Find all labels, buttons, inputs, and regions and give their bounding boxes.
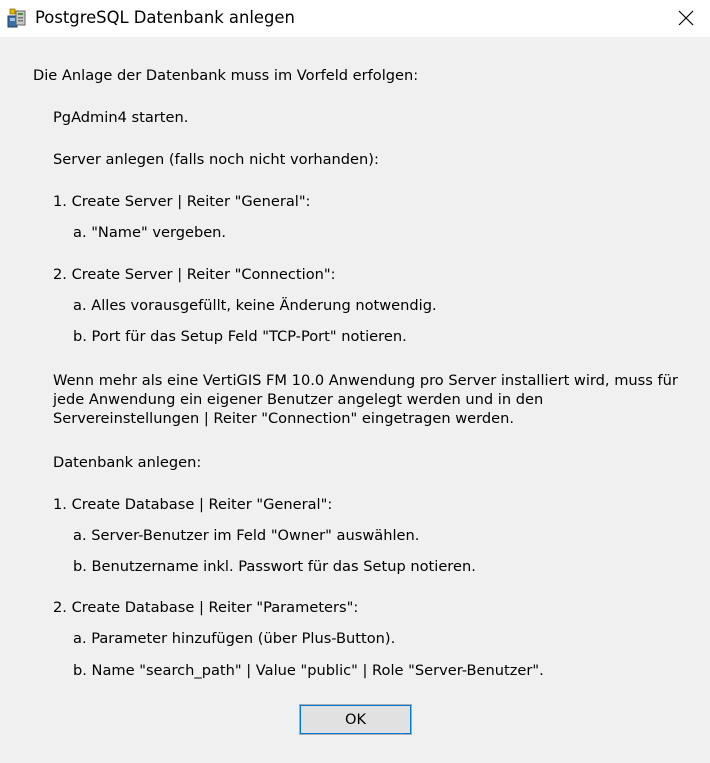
ok-button[interactable]: OK: [299, 704, 412, 735]
db-step-2b: b. Name "search_path" | Value "public" | Role "Server-Benutzer".: [73, 662, 544, 679]
window-title: PostgreSQL Datenbank anlegen: [35, 8, 295, 27]
db-step-1a: a. Server-Benutzer im Feld "Owner" auswählen.: [73, 527, 420, 544]
server-step-2: 2. Create Server | Reiter "Connection":: [53, 266, 336, 283]
close-icon: [678, 10, 694, 26]
server-step-1: 1. Create Server | Reiter "General":: [53, 193, 311, 210]
note-text: Wenn mehr als eine VertiGIS FM 10.0 Anwendung pro Server installiert wird, muss für jede Anwendung ein eigener Benutzer angelegt werden und in den Servereinstellungen | Reiter "Connection" eingetragen werden.: [53, 372, 678, 427]
title-bar: [0, 0, 710, 37]
dialog-body: [0, 37, 710, 763]
step-start: PgAdmin4 starten.: [53, 109, 189, 126]
server-step-1a: a. "Name" vergeben.: [73, 224, 227, 241]
server-heading: Server anlegen (falls noch nicht vorhanden):: [53, 151, 379, 168]
db-step-2: 2. Create Database | Reiter "Parameters":: [53, 599, 359, 616]
db-step-1b: b. Benutzername inkl. Passwort für das Setup notieren.: [73, 558, 476, 575]
server-step-2a: a. Alles vorausgefüllt, keine Änderung notwendig.: [73, 297, 437, 314]
db-heading: Datenbank anlegen:: [53, 454, 202, 471]
intro-text: Die Anlage der Datenbank muss im Vorfeld erfolgen:: [33, 67, 419, 84]
db-step-1: 1. Create Database | Reiter "General":: [53, 496, 333, 513]
installer-icon: [6, 7, 28, 29]
close-button[interactable]: [664, 0, 708, 36]
db-step-2a: a. Parameter hinzufügen (über Plus-Button).: [73, 630, 396, 647]
server-step-2b: b. Port für das Setup Feld "TCP-Port" notieren.: [73, 328, 407, 345]
